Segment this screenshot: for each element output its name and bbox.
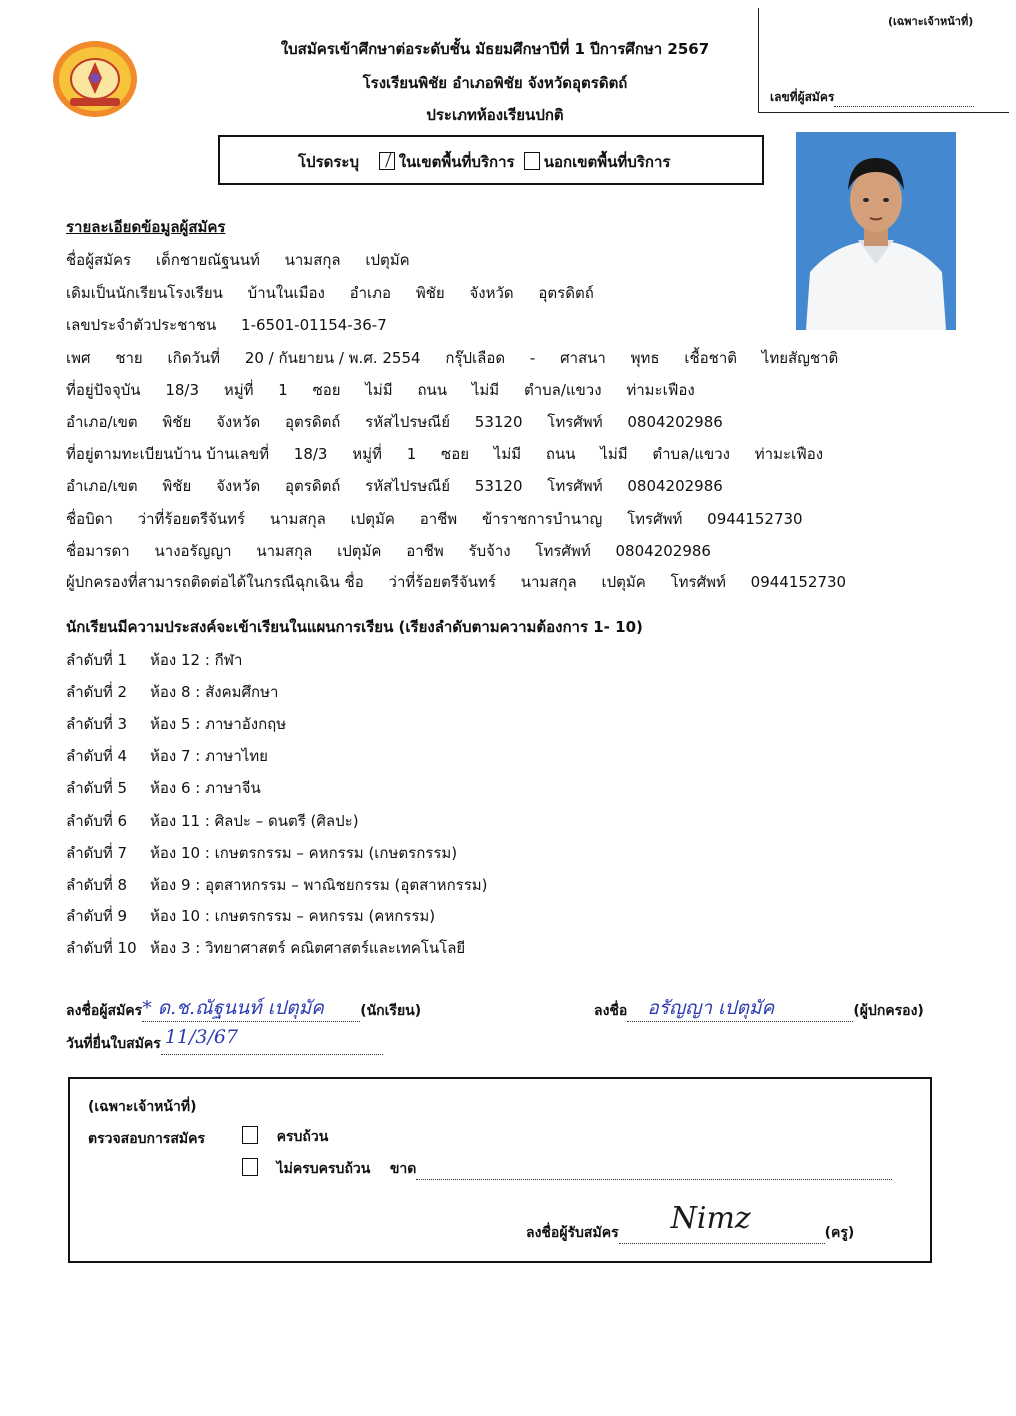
plan-title: นักเรียนมีความประสงค์จะเข้าเรียนในแผนการเรียน (เรียงลำดับตามความต้องการ 1- 10) xyxy=(66,618,643,636)
moo-label: หมู่ที่ xyxy=(352,445,382,463)
province-label: จังหวัด xyxy=(469,284,514,302)
plan-rank: ลำดับที่ 5 xyxy=(66,779,128,797)
current-house: 18/3 xyxy=(165,381,200,399)
phone-label: โทรศัพท์ xyxy=(547,413,603,431)
out-area-checkbox[interactable] xyxy=(524,152,540,170)
applicant-photo xyxy=(796,132,956,330)
blood-type: - xyxy=(529,349,536,367)
registered-district: พิชัย xyxy=(162,477,192,495)
registered-address-label: ที่อยู่ตามทะเบียนบ้าน บ้านเลขที่ xyxy=(66,445,269,463)
current-subdistrict: ท่ามะเฟือง xyxy=(626,381,695,399)
phone-label: โทรศัพท์ xyxy=(547,477,603,495)
plan-item xyxy=(66,904,435,928)
complete-label: ครบถ้วน xyxy=(276,1129,329,1145)
registered-address-row-2 xyxy=(66,474,723,498)
current-road: ไม่มี xyxy=(471,381,500,399)
registered-subdistrict: ท่ามะเฟือง xyxy=(754,445,824,463)
in-area-label: ในเขตพื้นที่บริการ xyxy=(398,153,515,171)
postal-label: รหัสไปรษณีย์ xyxy=(365,413,450,431)
guardian-name: ว่าที่ร้อยตรีจันทร์ xyxy=(388,573,496,591)
applicant-name-row xyxy=(66,248,410,272)
application-date-field[interactable] xyxy=(66,1026,383,1055)
moo-label: หมู่ที่ xyxy=(223,381,254,399)
plan-rank: ลำดับที่ 10 xyxy=(66,939,137,957)
applicant-signature-suffix: (นักเรียน) xyxy=(360,1003,422,1019)
applicant-surname: เปตุมัค xyxy=(365,251,410,269)
guardian-label: ผู้ปกครองที่สามารถติดต่อได้ในกรณีฉุกเฉิน ชื่อ xyxy=(66,573,364,591)
race: ไทยสัญชาติ xyxy=(761,349,839,367)
registered-moo: 1 xyxy=(406,445,417,463)
plan-room: ห้อง 10 : เกษตรกรรม – คหกรรม (เกษตรกรรม) xyxy=(150,844,458,862)
plan-item xyxy=(66,648,242,672)
father-name: ว่าที่ร้อยตรีจันทร์ xyxy=(137,510,246,528)
school-name: โรงเรียนพิชัย อำเภอพิชัย จังหวัดอุตรดิตถ์ xyxy=(362,74,628,92)
phone-label: โทรศัพท์ xyxy=(627,510,683,528)
current-moo: 1 xyxy=(278,381,288,399)
race-label: เชื้อชาติ xyxy=(684,349,738,367)
registered-house: 18/3 xyxy=(293,445,328,463)
staff-only-top: (เฉพาะเจ้าหน้าที่) xyxy=(888,15,974,28)
guardian-surname: เปตุมัค xyxy=(601,573,646,591)
registered-province: อุตรดิตถ์ xyxy=(285,477,341,495)
current-province: อุตรดิตถ์ xyxy=(285,413,341,431)
application-date-handwritten: 11/3/67 xyxy=(164,1026,239,1048)
registered-soi: ไม่มี xyxy=(493,445,522,463)
current-soi: ไม่มี xyxy=(365,381,393,399)
national-id-label: เลขประจำตัวประชาชน xyxy=(66,316,217,334)
phone-label: โทรศัพท์ xyxy=(670,573,726,591)
registered-postal: 53120 xyxy=(474,477,523,495)
plan-item xyxy=(66,680,278,704)
plan-room: ห้อง 9 : อุตสาหกรรม – พาณิชยกรรม (อุตสาหกรรม) xyxy=(150,876,488,894)
current-phone: 0804202986 xyxy=(627,413,723,431)
incomplete-label: ไม่ครบครบถ้วน xyxy=(276,1161,371,1177)
surname-label: นามสกุล xyxy=(269,510,326,528)
plan-room: ห้อง 3 : วิทยาศาสตร์ คณิตศาสตร์และเทคโนโลยี xyxy=(150,939,466,957)
plan-room: ห้อง 7 : ภาษาไทย xyxy=(150,747,268,765)
surname-label: นามสกุล xyxy=(284,251,341,269)
religion: พุทธ xyxy=(630,349,660,367)
current-address-label: ที่อยู่ปัจจุบัน xyxy=(66,381,141,399)
road-label: ถนน xyxy=(417,381,448,399)
plan-room: ห้อง 8 : สังคมศึกษา xyxy=(150,683,279,701)
birth-label: เกิดวันที่ xyxy=(167,349,221,367)
plan-item xyxy=(66,744,268,768)
plan-item xyxy=(66,712,286,736)
mother-job: รับจ้าง xyxy=(468,542,511,560)
guardian-phone: 0944152730 xyxy=(750,573,847,591)
registered-address-row-1 xyxy=(66,442,823,466)
plan-rank: ลำดับที่ 9 xyxy=(66,907,128,925)
plan-item xyxy=(66,809,359,833)
phone-label: โทรศัพท์ xyxy=(535,542,591,560)
plan-rank: ลำดับที่ 8 xyxy=(66,876,128,894)
personal-info-row xyxy=(66,346,838,370)
classroom-type: ประเภทห้องเรียนปกติ xyxy=(426,106,564,124)
incomplete-checkbox[interactable] xyxy=(242,1158,258,1176)
registered-phone: 0804202986 xyxy=(627,477,723,495)
mother-name: นางอรัญญา xyxy=(154,542,232,560)
plan-room: ห้อง 11 : ศิลปะ – ดนตรี (ศิลปะ) xyxy=(150,812,359,830)
plan-rank: ลำดับที่ 6 xyxy=(66,812,128,830)
plan-item xyxy=(66,841,457,865)
surname-label: นามสกุล xyxy=(520,573,577,591)
province-label: จังหวัด xyxy=(216,413,261,431)
parent-signature-label: ลงชื่อ xyxy=(594,1003,628,1019)
plan-item xyxy=(66,873,488,897)
national-id-row xyxy=(66,313,387,337)
postal-label: รหัสไปรษณีย์ xyxy=(365,477,450,495)
missing-label: ขาด xyxy=(389,1161,417,1177)
father-row xyxy=(66,507,803,531)
parent-signature-field[interactable] xyxy=(594,997,924,1022)
school-district: พิชัย xyxy=(415,284,445,302)
current-address-row-2 xyxy=(66,410,723,434)
registered-road: ไม่มี xyxy=(600,445,628,463)
plan-room: ห้อง 10 : เกษตรกรรม – คหกรรม (คหกรรม) xyxy=(150,907,436,925)
current-district: พิชัย xyxy=(162,413,192,431)
surname-label: นามสกุล xyxy=(256,542,313,560)
district-label: อำเภอ/เขต xyxy=(66,477,138,495)
province-label: จังหวัด xyxy=(216,477,261,495)
verification-label: ตรวจสอบการสมัคร xyxy=(88,1131,206,1147)
applicant-name: เด็กชายณัฐนนท์ xyxy=(155,251,260,269)
complete-checkbox[interactable] xyxy=(242,1126,258,1144)
sex-label: เพศ xyxy=(66,349,91,367)
staff-box-title: (เฉพาะเจ้าหน้าที่) xyxy=(88,1099,197,1115)
plan-item xyxy=(66,776,261,800)
blood-label: กรุ๊ปเลือด xyxy=(445,349,506,367)
parent-handwritten-signature: อรัญญา เปตุมัค xyxy=(647,997,775,1019)
mother-phone: 0804202986 xyxy=(615,542,711,560)
soi-label: ซอย xyxy=(441,445,470,463)
district-label: อำเภอ/เขต xyxy=(66,413,138,431)
plan-room: ห้อง 5 : ภาษาอังกฤษ xyxy=(150,715,287,733)
plan-rank: ลำดับที่ 3 xyxy=(66,715,128,733)
mother-row xyxy=(66,539,711,563)
receiver-signature-label: ลงชื่อผู้รับสมัคร xyxy=(526,1225,619,1241)
job-label: อาชีพ xyxy=(419,510,458,528)
receiver-signature-suffix: (ครู) xyxy=(824,1225,855,1241)
current-address-row-1 xyxy=(66,378,695,402)
plan-rank: ลำดับที่ 2 xyxy=(66,683,128,701)
mother-surname: เปตุมัค xyxy=(337,542,382,560)
mother-label: ชื่อมารดา xyxy=(66,542,130,560)
in-area-checkbox[interactable] xyxy=(379,152,395,170)
religion-label: ศาสนา xyxy=(560,349,606,367)
receiver-handwritten-signature: Nimz xyxy=(670,1201,751,1236)
subdistrict-label: ตำบล/แขวง xyxy=(523,381,602,399)
district-label: อำเภอ xyxy=(349,284,392,302)
plan-rank: ลำดับที่ 4 xyxy=(66,747,128,765)
national-id: 1-6501-01154-36-7 xyxy=(241,316,387,334)
out-area-label: นอกเขตพื้นที่บริการ xyxy=(543,153,671,171)
plan-rank: ลำดับที่ 1 xyxy=(66,651,128,669)
applicant-signature-label: ลงชื่อผู้สมัคร xyxy=(66,1003,143,1019)
father-surname: เปตุมัค xyxy=(350,510,395,528)
school-label: เดิมเป็นนักเรียนโรงเรียน xyxy=(66,284,223,302)
service-area-label: โปรดระบุ xyxy=(298,153,360,171)
sex: ชาย xyxy=(115,349,143,367)
form-title: ใบสมัครเข้าศึกษาต่อระดับชั้น มัธยมศึกษาปีที่ 1 ปีการศึกษา 2567 xyxy=(280,40,710,58)
section-title: รายละเอียดข้อมูลผู้สมัคร xyxy=(66,218,226,236)
father-phone: 0944152730 xyxy=(707,510,803,528)
current-postal: 53120 xyxy=(474,413,523,431)
name-label: ชื่อผู้สมัคร xyxy=(66,251,132,269)
plan-item xyxy=(66,936,465,960)
school-province: อุตรดิตถ์ xyxy=(538,284,594,302)
applicant-number-label: เลขที่ผู้สมัคร xyxy=(770,90,835,104)
complete-option[interactable] xyxy=(238,1126,328,1148)
service-area-row xyxy=(298,150,670,174)
father-label: ชื่อบิดา xyxy=(66,510,113,528)
plan-room: ห้อง 12 : กีฬา xyxy=(150,651,243,669)
incomplete-option[interactable] xyxy=(238,1158,892,1180)
applicant-signature-field[interactable] xyxy=(66,997,422,1022)
plan-rank: ลำดับที่ 7 xyxy=(66,844,128,862)
receiver-signature-field[interactable] xyxy=(526,1201,855,1244)
application-date-label: วันที่ยื่นใบสมัคร xyxy=(66,1036,161,1052)
job-label: อาชีพ xyxy=(406,542,444,560)
soi-label: ซอย xyxy=(312,381,341,399)
parent-signature-suffix: (ผู้ปกครอง) xyxy=(853,1003,924,1019)
birth-date: 20 / กันยายน / พ.ศ. 2554 xyxy=(244,349,421,367)
previous-school: บ้านในเมือง xyxy=(247,284,325,302)
guardian-row xyxy=(66,570,846,594)
subdistrict-label: ตำบล/แขวง xyxy=(652,445,730,463)
road-label: ถนน xyxy=(545,445,576,463)
father-job: ข้าราชการบำนาญ xyxy=(481,510,603,528)
previous-school-row xyxy=(66,281,594,305)
plan-room: ห้อง 6 : ภาษาจีน xyxy=(150,779,261,797)
applicant-handwritten-signature: * ด.ช.ณัฐนนท์ เปตุมัค xyxy=(142,997,324,1019)
